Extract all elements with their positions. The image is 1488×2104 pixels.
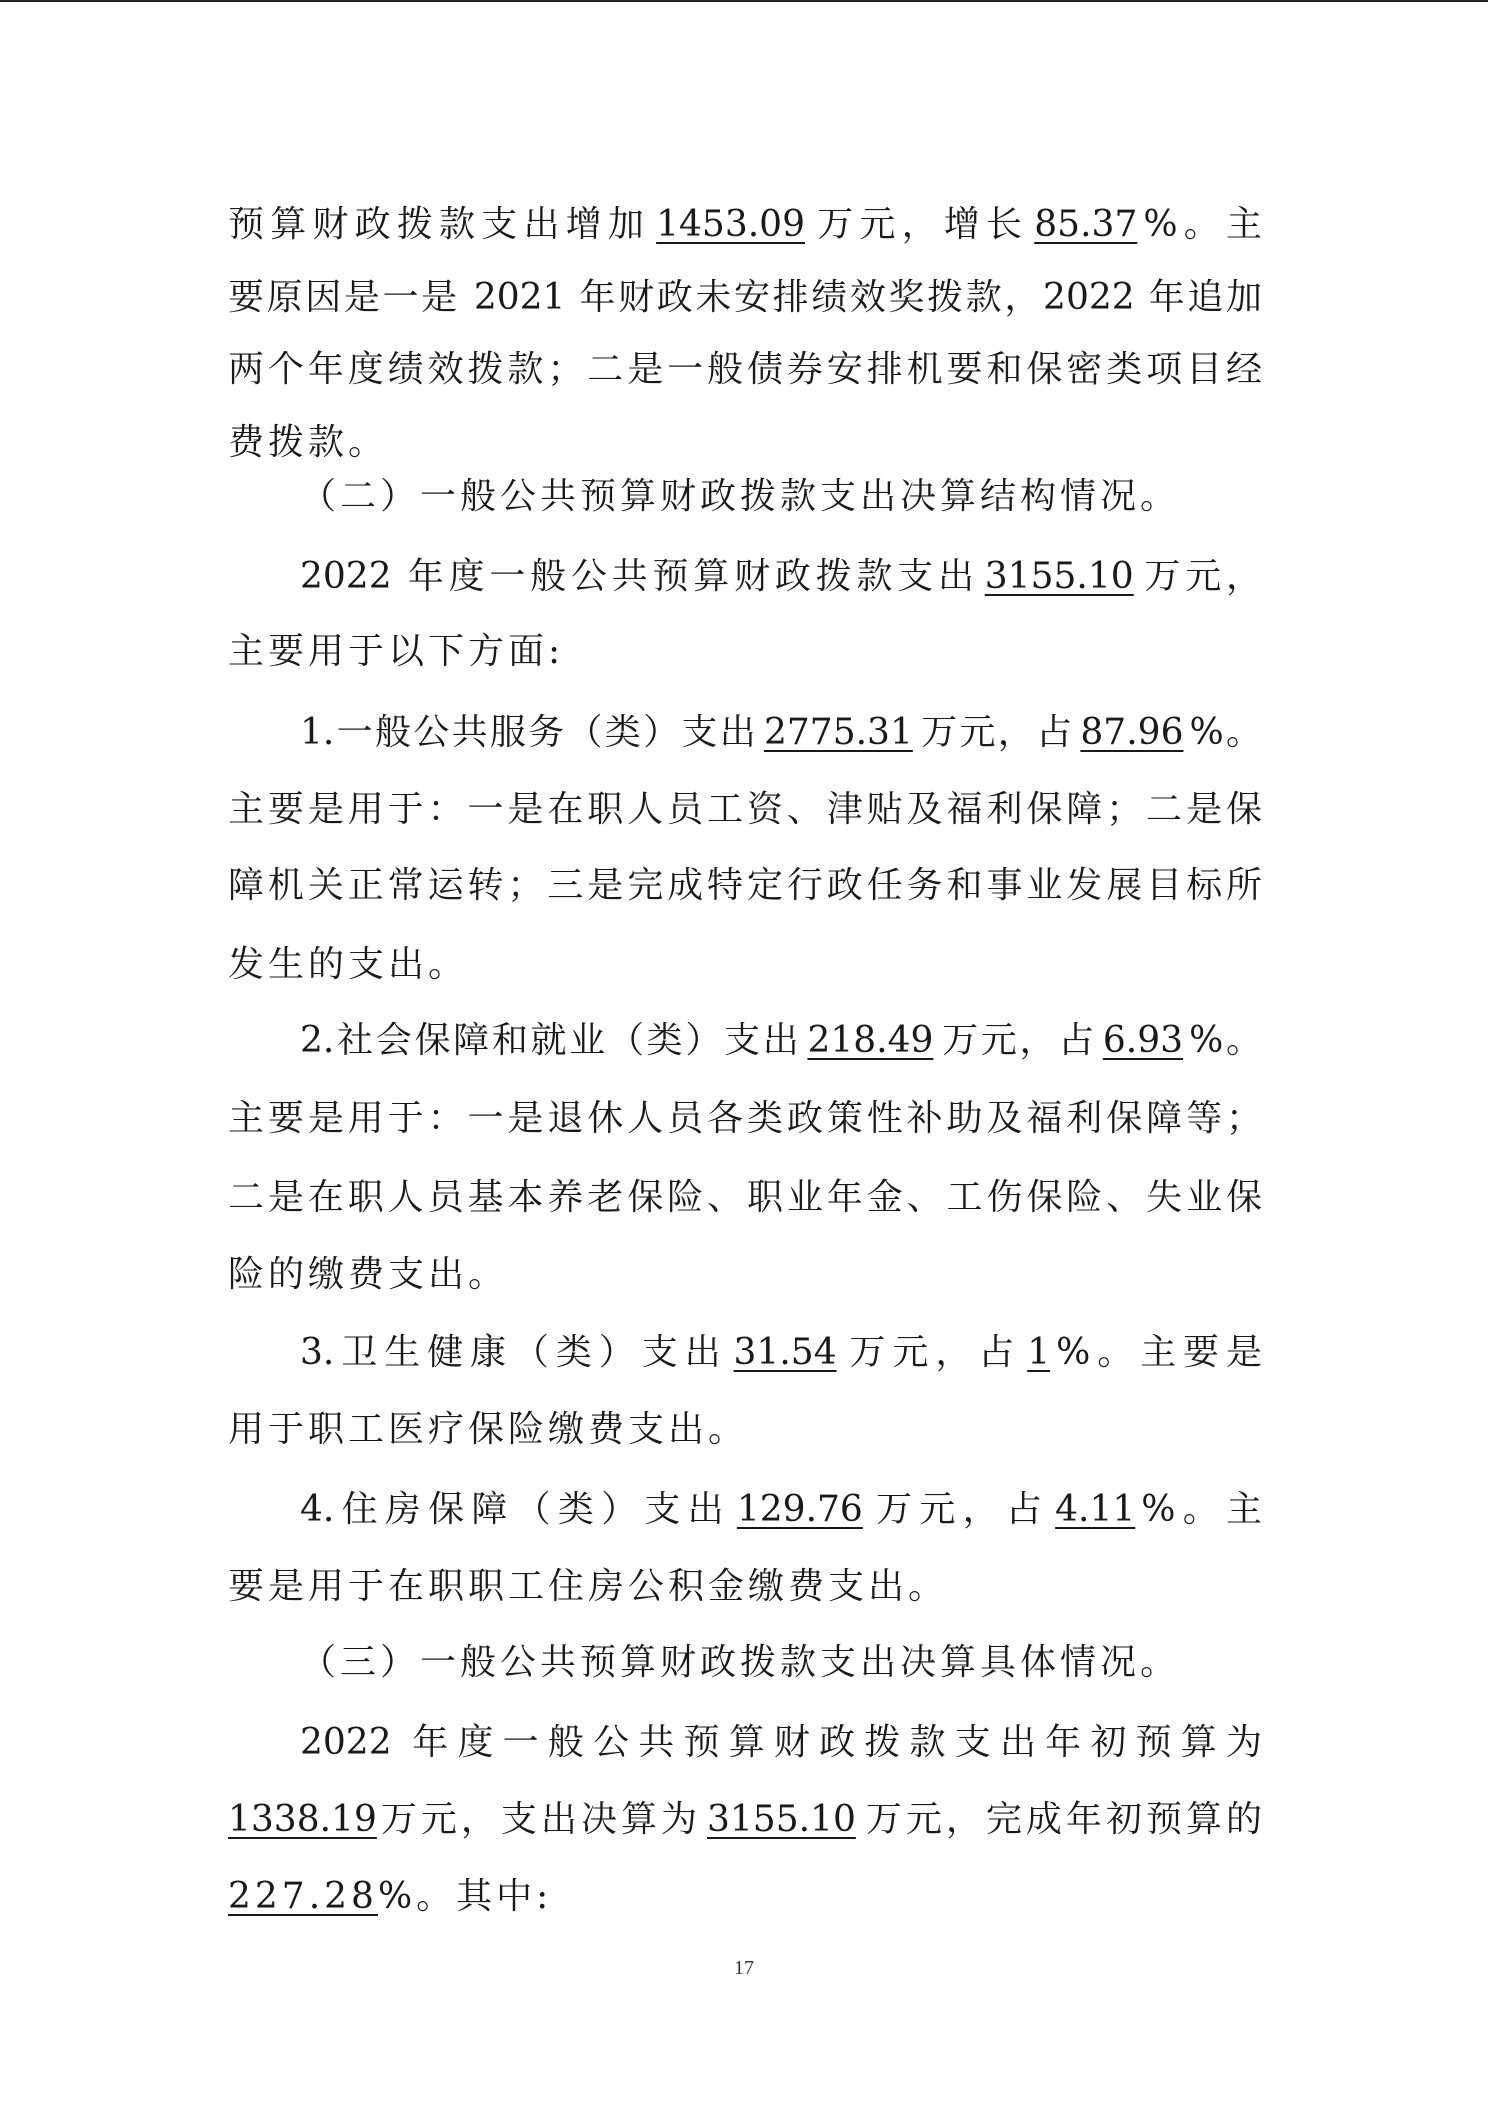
item3-amount: 31.54 [733,1332,837,1373]
item2-amount: 218.49 [807,1020,934,1061]
item3-percent: 1 [1027,1332,1051,1373]
section-heading-3: （三）一般公共预算财政拨款支出决算具体情况。 [300,1642,1181,1683]
paragraph-line: 障机关正常运转；三是完成特定行政任务和事业发展目标所 [228,865,1262,906]
amount-increase: 1453.09 [656,204,805,245]
paragraph-line: 主要是用于：一是退休人员各类政策性补助及福利保障等； [228,1098,1262,1139]
paragraph-line: 主要用于以下方面: [228,631,565,672]
paragraph-line: 两个年度绩效拨款；二是一般债券安排机要和保密类项目经 [228,349,1262,390]
page-top-border [0,0,1488,2]
list-item-3: 3.卫生健康（类）支出 31.54 万元，占 1 %。主要是 [300,1332,1262,1373]
item4-amount: 129.76 [736,1489,863,1530]
item1-percent: 87.96 [1080,712,1184,753]
paragraph-line: 费拨款。 [228,422,389,463]
completion-rate: 227.28 [228,1876,378,1917]
paragraph-line: 要原因是一是 2021 年财政未安排绩效奖拨款，2022 年追加 [228,277,1262,318]
paragraph-line: 二是在职人员基本养老保险、职业年金、工伤保险、失业保 [228,1177,1262,1218]
paragraph-line: 227.28%。其中: [228,1876,553,1917]
page-number: 17 [734,1957,754,1979]
paragraph-line: 1338.19万元，支出决算为 3155.10 万元，完成年初预算的 [228,1799,1262,1840]
list-item-2: 2.社会保障和就业（类）支出 218.49 万元，占 6.93 %。 [300,1020,1262,1061]
initial-budget: 1338.19 [228,1799,377,1840]
item1-amount: 2775.31 [764,712,913,753]
total-expenditure: 3155.10 [984,556,1134,597]
paragraph-line: 险的缴费支出。 [228,1254,509,1295]
growth-rate: 85.37 [1034,204,1138,245]
section-heading-2: （二）一般公共预算财政拨款支出决算结构情况。 [300,476,1181,517]
paragraph-line: 要是用于在职职工住房公积金缴费支出。 [228,1566,949,1607]
paragraph-line: 用于职工医疗保险缴费支出。 [228,1409,749,1450]
paragraph-line: 2022 年度一般公共预算财政拨款支出年初预算为 [300,1722,1262,1763]
paragraph-line: 预算财政拨款支出增加 1453.09 万元，增长 85.37 %。主 [228,204,1262,245]
paragraph-line: 主要是用于：一是在职人员工资、津贴及福利保障；二是保 [228,789,1262,830]
paragraph-line: 发生的支出。 [228,944,469,985]
item4-percent: 4.11 [1055,1489,1136,1530]
item2-percent: 6.93 [1102,1020,1184,1061]
final-expenditure: 3155.10 [706,1799,856,1840]
list-item-1: 1.一般公共服务（类）支出 2775.31 万元，占 87.96 %。 [300,712,1262,753]
list-item-4: 4.住房保障（类）支出 129.76 万元，占 4.11 %。主 [300,1489,1262,1530]
paragraph-line: 2022 年度一般公共预算财政拨款支出 3155.10 万元， [300,556,1262,597]
